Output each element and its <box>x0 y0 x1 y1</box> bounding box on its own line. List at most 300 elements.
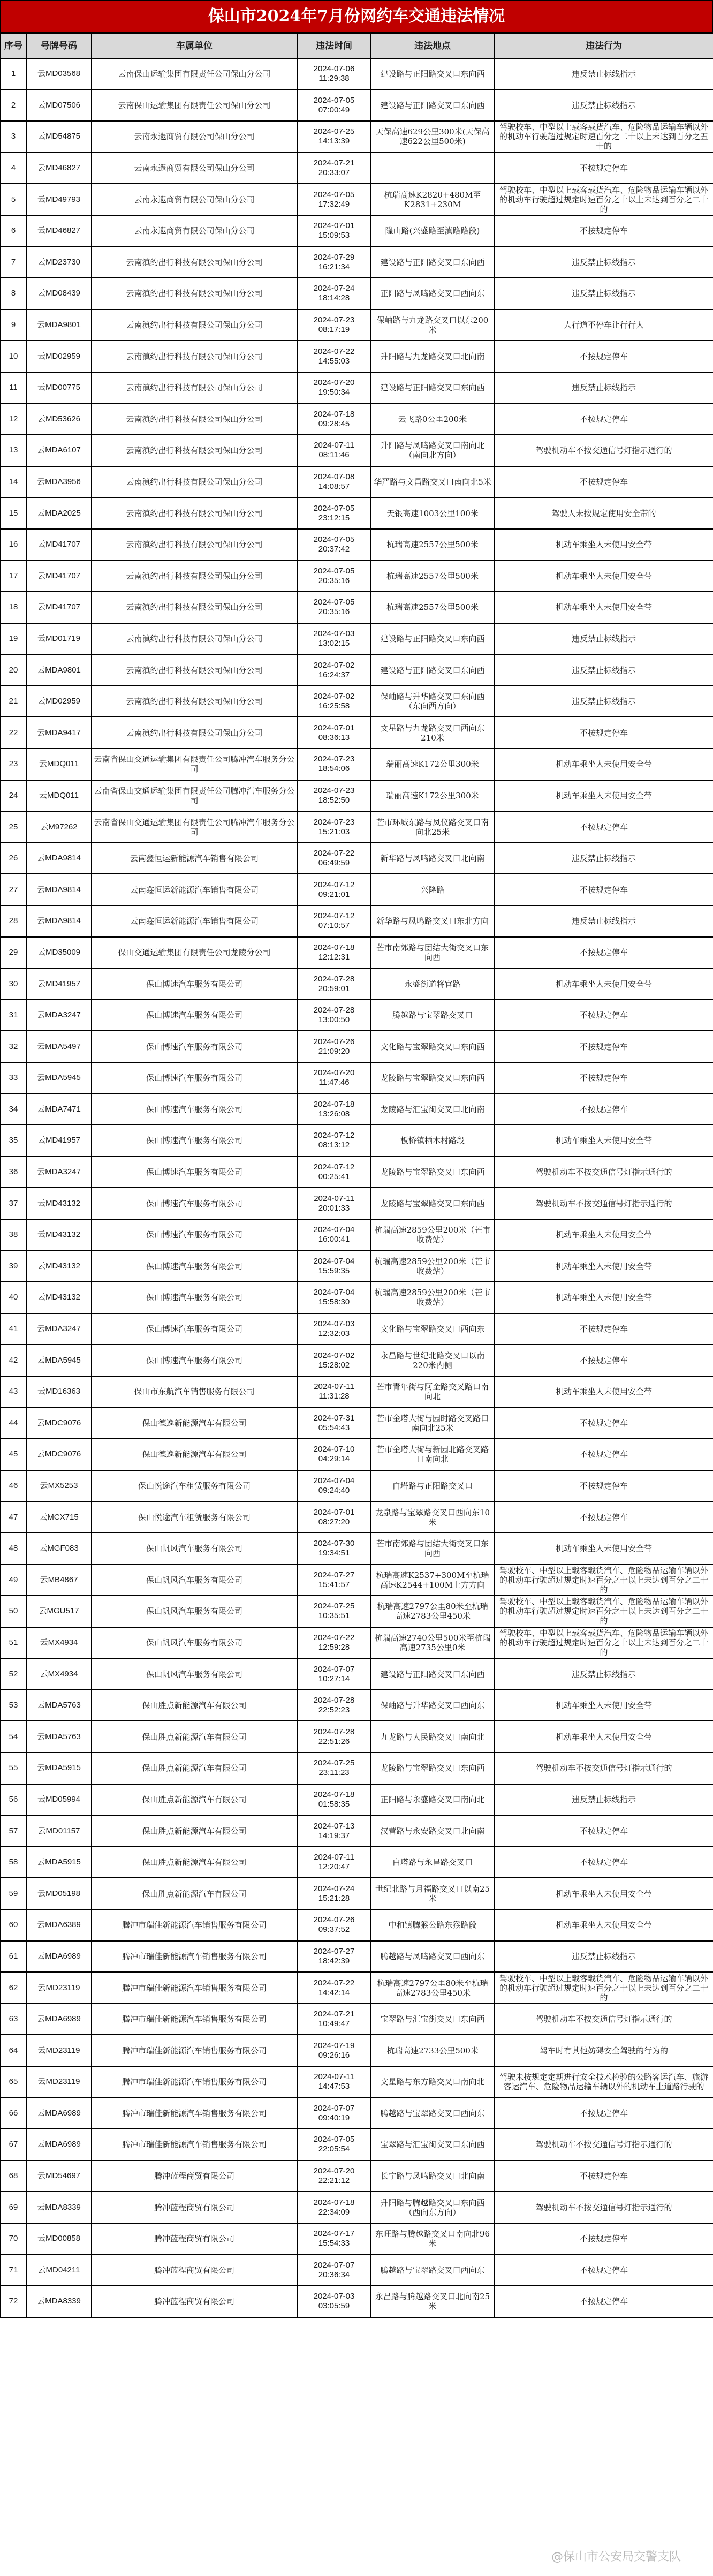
cell-plate: 云MDA3247 <box>26 1313 92 1345</box>
cell-time: 2024-07-18 09:28:45 <box>297 404 371 435</box>
cell-no: 70 <box>1 2223 26 2255</box>
cell-time: 2024-07-27 15:41:57 <box>297 1565 371 1596</box>
cell-plate: 云MDQ011 <box>26 749 92 780</box>
cell-no: 32 <box>1 1031 26 1062</box>
cell-place: 龙陵路与汇宝街交叉口北向南 <box>371 1094 494 1125</box>
cell-time: 2024-07-04 09:24:40 <box>297 1470 371 1502</box>
cell-time: 2024-07-07 09:40:19 <box>297 2098 371 2129</box>
cell-place: 文化路与宝翠路交叉口西向东 <box>371 1313 494 1345</box>
cell-place: 云飞路0公里200米 <box>371 404 494 435</box>
cell-no: 54 <box>1 1721 26 1752</box>
cell-plate: 云MDA7471 <box>26 1094 92 1125</box>
cell-place: 保岫路与升华路交叉口西向东 <box>371 1690 494 1721</box>
cell-no: 14 <box>1 466 26 498</box>
cell-time: 2024-07-08 14:08:57 <box>297 466 371 498</box>
cell-unit: 保山交通运输集团有限责任公司龙陵分公司 <box>92 937 297 969</box>
table-row <box>1 1062 713 1094</box>
cell-time: 2024-07-17 15:54:33 <box>297 2223 371 2255</box>
cell-plate: 云MDA6989 <box>26 2004 92 2035</box>
cell-place: 杭瑞高速2557公里500米 <box>371 561 494 592</box>
cell-place: 建设路与正阳路交叉口东向西 <box>371 58 494 90</box>
cell-time: 2024-07-04 15:59:35 <box>297 1251 371 1282</box>
cell-no: 30 <box>1 968 26 1000</box>
cell-unit: 保山博速汽车服务有限公司 <box>92 1282 297 1313</box>
cell-place: 正阳路与永盛路交叉口南向北 <box>371 1784 494 1816</box>
cell-plate: 云MX4934 <box>26 1658 92 1690</box>
cell-no: 37 <box>1 1188 26 1219</box>
cell-place: 芒市青年街与阿金路交叉路口南向北 <box>371 1376 494 1408</box>
cell-action: 驾驶校车、中型以上载客载货汽车、危险物品运输车辆以外的机动车行驶超过规定时速百分之十以上未达到百分之二十的 <box>494 1596 713 1627</box>
header-time: 违法时间 <box>297 34 371 58</box>
cell-no: 17 <box>1 561 26 592</box>
cell-plate: 云MDA6107 <box>26 435 92 466</box>
cell-place: 杭瑞高速2859公里200米（芒市收费站） <box>371 1251 494 1282</box>
cell-unit: 保山帆风汽车服务有限公司 <box>92 1596 297 1627</box>
cell-place <box>371 153 494 184</box>
table-row <box>1 592 713 623</box>
cell-time: 2024-07-12 07:10:57 <box>297 905 371 937</box>
cell-time: 2024-07-11 14:47:53 <box>297 2066 371 2098</box>
cell-unit: 保山帆风汽车服务有限公司 <box>92 1658 297 1690</box>
cell-plate: 云MDA2025 <box>26 497 92 529</box>
cell-plate: 云MD01719 <box>26 623 92 655</box>
table-row <box>1 1408 713 1439</box>
cell-plate: 云MD03568 <box>26 58 92 90</box>
cell-time: 2024-07-02 16:25:58 <box>297 686 371 717</box>
cell-plate: 云MDA5945 <box>26 1344 92 1376</box>
cell-place: 九龙路与人民路交叉口南向北 <box>371 1721 494 1752</box>
cell-place: 腾越路与宝翠路交叉口西向东 <box>371 2255 494 2286</box>
cell-plate: 云MD43132 <box>26 1251 92 1282</box>
cell-unit: 保山悦途汽车租赁服务有限公司 <box>92 1501 297 1533</box>
cell-time: 2024-07-18 12:12:31 <box>297 937 371 969</box>
cell-plate: 云MDA9814 <box>26 905 92 937</box>
table-row <box>1 1627 713 1659</box>
table-row <box>1 2066 713 2098</box>
cell-action: 驾驶机动车不按交通信号灯指示通行的 <box>494 1157 713 1188</box>
cell-time: 2024-07-23 15:21:03 <box>297 811 371 843</box>
cell-place: 文化路与宝翠路交叉口东向西 <box>371 1031 494 1062</box>
cell-action: 不按规定停车 <box>494 1815 713 1847</box>
cell-plate: 云MD08439 <box>26 278 92 309</box>
table-row <box>1 1847 713 1878</box>
cell-time: 2024-07-05 20:35:16 <box>297 561 371 592</box>
cell-no: 2 <box>1 90 26 122</box>
cell-action: 不按规定停车 <box>494 1408 713 1439</box>
cell-unit: 保山胜点新能源汽车有限公司 <box>92 1721 297 1752</box>
cell-time: 2024-07-26 21:09:20 <box>297 1031 371 1062</box>
table-row <box>1 1721 713 1752</box>
cell-plate: 云MD46827 <box>26 215 92 247</box>
table-row <box>1 1125 713 1157</box>
cell-time: 2024-07-23 18:52:50 <box>297 780 371 812</box>
cell-action: 驾驶校车、中型以上载客载货汽车、危险物品运输车辆以外的机动车行驶超过规定时速百分之十以上未达到百分之二十的 <box>494 184 713 215</box>
table-row <box>1 278 713 309</box>
cell-time: 2024-07-25 10:35:51 <box>297 1596 371 1627</box>
cell-no: 51 <box>1 1627 26 1659</box>
cell-action: 机动车乘坐人未使用安全带 <box>494 1251 713 1282</box>
cell-unit: 云南滇约出行科技有限公司保山分公司 <box>92 654 297 686</box>
table-row <box>1 843 713 874</box>
cell-time: 2024-07-18 22:34:09 <box>297 2192 371 2223</box>
cell-plate: 云MD43132 <box>26 1219 92 1251</box>
cell-unit: 腾冲市瑞佳新能源汽车销售服务有限公司 <box>92 2066 297 2098</box>
cell-no: 55 <box>1 1752 26 1784</box>
table-row <box>1 215 713 247</box>
table-row <box>1 1972 713 2004</box>
cell-no: 48 <box>1 1533 26 1565</box>
cell-place: 正阳路与凤鸣路交叉口西向东 <box>371 278 494 309</box>
cell-unit: 云南滇约出行科技有限公司保山分公司 <box>92 466 297 498</box>
cell-plate: 云MD23119 <box>26 2066 92 2098</box>
cell-place: 东旺路与腾越路交叉口南向北96米 <box>371 2223 494 2255</box>
cell-unit: 云南永遐商贸有限公司保山分公司 <box>92 215 297 247</box>
cell-no: 25 <box>1 811 26 843</box>
cell-plate: 云MD41707 <box>26 529 92 561</box>
cell-time: 2024-07-05 23:12:15 <box>297 497 371 529</box>
table-row <box>1 1376 713 1408</box>
cell-no: 10 <box>1 341 26 372</box>
cell-no: 29 <box>1 937 26 969</box>
cell-plate: 云MD05198 <box>26 1878 92 1909</box>
cell-unit: 保山悦途汽车租赁服务有限公司 <box>92 1470 297 1502</box>
cell-plate: 云MD41957 <box>26 968 92 1000</box>
cell-time: 2024-07-02 16:24:37 <box>297 654 371 686</box>
table-row <box>1 654 713 686</box>
table-row <box>1 1251 713 1282</box>
cell-unit: 云南滇约出行科技有限公司保山分公司 <box>92 529 297 561</box>
cell-time: 2024-07-21 10:49:47 <box>297 2004 371 2035</box>
cell-no: 39 <box>1 1251 26 1282</box>
cell-no: 57 <box>1 1815 26 1847</box>
cell-no: 35 <box>1 1125 26 1157</box>
table-row <box>1 1439 713 1470</box>
cell-place: 杭瑞高速2557公里500米 <box>371 592 494 623</box>
cell-no: 72 <box>1 2286 26 2317</box>
cell-place: 芒市环城东路与凤仪路交叉口南向北25米 <box>371 811 494 843</box>
table-row <box>1 372 713 404</box>
cell-no: 59 <box>1 1878 26 1909</box>
cell-place: 天银高速1003公里100米 <box>371 497 494 529</box>
cell-unit: 保山帆风汽车服务有限公司 <box>92 1565 297 1596</box>
cell-plate: 云M97262 <box>26 811 92 843</box>
cell-action: 违反禁止标线指示 <box>494 372 713 404</box>
cell-action: 违反禁止标线指示 <box>494 905 713 937</box>
cell-no: 40 <box>1 1282 26 1313</box>
cell-no: 18 <box>1 592 26 623</box>
cell-no: 38 <box>1 1219 26 1251</box>
cell-action: 不按规定停车 <box>494 2098 713 2129</box>
cell-unit: 云南滇约出行科技有限公司保山分公司 <box>92 686 297 717</box>
cell-unit: 云南保山运输集团有限责任公司保山分公司 <box>92 90 297 122</box>
table-row <box>1 1470 713 1502</box>
cell-no: 7 <box>1 247 26 278</box>
cell-unit: 云南滇约出行科技有限公司保山分公司 <box>92 247 297 278</box>
page-title: 保山市2024年7月份网约车交通违法情况 <box>0 0 713 33</box>
cell-action: 机动车乘坐人未使用安全带 <box>494 592 713 623</box>
cell-no: 19 <box>1 623 26 655</box>
cell-unit: 云南滇约出行科技有限公司保山分公司 <box>92 561 297 592</box>
cell-plate: 云MDA5915 <box>26 1847 92 1878</box>
table-row <box>1 529 713 561</box>
cell-plate: 云MDA6989 <box>26 1941 92 1973</box>
cell-place: 新华路与凤鸣路交叉口北向南 <box>371 843 494 874</box>
cell-time: 2024-07-13 14:19:37 <box>297 1815 371 1847</box>
cell-time: 2024-07-05 22:05:54 <box>297 2129 371 2160</box>
cell-time: 2024-07-31 05:54:43 <box>297 1408 371 1439</box>
cell-no: 68 <box>1 2160 26 2192</box>
cell-time: 2024-07-20 22:21:12 <box>297 2160 371 2192</box>
cell-no: 3 <box>1 121 26 153</box>
cell-no: 21 <box>1 686 26 717</box>
table-row <box>1 1031 713 1062</box>
cell-time: 2024-07-05 17:32:49 <box>297 184 371 215</box>
cell-unit: 腾冲市瑞佳新能源汽车销售服务有限公司 <box>92 1972 297 2004</box>
cell-unit: 云南滇约出行科技有限公司保山分公司 <box>92 404 297 435</box>
cell-plate: 云MDA3247 <box>26 1000 92 1031</box>
cell-no: 41 <box>1 1313 26 1345</box>
cell-action: 驾驶校车、中型以上载客载货汽车、危险物品运输车辆以外的机动车行驶超过规定时速百分之十以上未达到百分之二十的 <box>494 1627 713 1659</box>
cell-time: 2024-07-28 13:00:50 <box>297 1000 371 1031</box>
table-row <box>1 2098 713 2129</box>
cell-place: 保岫路与升华路交叉口东向西（东向西方向） <box>371 686 494 717</box>
cell-place: 芒市金塔大街与园时路交叉路口南向北25米 <box>371 1408 494 1439</box>
cell-no: 1 <box>1 58 26 90</box>
cell-place: 隆山路(兴盛路至滇路路段) <box>371 215 494 247</box>
cell-action: 不按规定停车 <box>494 1313 713 1345</box>
table-row <box>1 811 713 843</box>
cell-plate: 云MGU517 <box>26 1596 92 1627</box>
cell-plate: 云MDA8339 <box>26 2286 92 2317</box>
violations-table <box>0 33 713 2318</box>
cell-place: 杭瑞高速2859公里200米（芒市收费站） <box>371 1282 494 1313</box>
cell-no: 44 <box>1 1408 26 1439</box>
cell-plate: 云MD02959 <box>26 341 92 372</box>
cell-no: 67 <box>1 2129 26 2160</box>
cell-action: 违反禁止标线指示 <box>494 843 713 874</box>
cell-plate: 云MD00858 <box>26 2223 92 2255</box>
cell-plate: 云MDA6989 <box>26 2129 92 2160</box>
cell-plate: 云MD41707 <box>26 561 92 592</box>
cell-no: 53 <box>1 1690 26 1721</box>
table-row <box>1 2129 713 2160</box>
cell-time: 2024-07-11 08:11:46 <box>297 435 371 466</box>
cell-plate: 云MD02959 <box>26 686 92 717</box>
cell-time: 2024-07-26 09:37:52 <box>297 1909 371 1941</box>
table-row <box>1 58 713 90</box>
table-row <box>1 1219 713 1251</box>
cell-no: 4 <box>1 153 26 184</box>
cell-unit: 腾冲市瑞佳新能源汽车销售服务有限公司 <box>92 2129 297 2160</box>
table-row <box>1 2223 713 2255</box>
cell-time: 2024-07-25 23:11:23 <box>297 1752 371 1784</box>
cell-action: 违反禁止标线指示 <box>494 90 713 122</box>
cell-unit: 保山博速汽车服务有限公司 <box>92 1313 297 1345</box>
cell-place: 龙陵路与宝翠路交叉口东向西 <box>371 1752 494 1784</box>
cell-place: 白塔路与永昌路交叉口 <box>371 1847 494 1878</box>
cell-action: 不按规定停车 <box>494 2286 713 2317</box>
cell-place: 世纪北路与月福路交叉口以南25米 <box>371 1878 494 1909</box>
watermark: @保山市公安局交警支队 <box>551 2550 681 2564</box>
cell-time: 2024-07-23 08:17:19 <box>297 309 371 341</box>
cell-unit: 腾冲蓝程商贸有限公司 <box>92 2255 297 2286</box>
cell-plate: 云MD23119 <box>26 2035 92 2066</box>
cell-plate: 云MDA3956 <box>26 466 92 498</box>
table-row <box>1 1533 713 1565</box>
cell-action: 机动车乘坐人未使用安全带 <box>494 529 713 561</box>
table-row <box>1 2160 713 2192</box>
cell-unit: 保山博速汽车服务有限公司 <box>92 968 297 1000</box>
table-row <box>1 1000 713 1031</box>
table-row <box>1 404 713 435</box>
cell-action: 机动车乘坐人未使用安全带 <box>494 1721 713 1752</box>
cell-place: 腾越路与凤鸣路交叉口西向东 <box>371 1941 494 1973</box>
cell-unit: 保山德逸新能源汽车有限公司 <box>92 1439 297 1470</box>
cell-place: 芒市南郊路与团结大街交叉口东向西 <box>371 937 494 969</box>
cell-action: 不按规定停车 <box>494 2160 713 2192</box>
cell-unit: 云南省保山交通运输集团有限责任公司腾冲汽车服务分公司 <box>92 780 297 812</box>
table-row <box>1 937 713 969</box>
cell-action: 机动车乘坐人未使用安全带 <box>494 561 713 592</box>
cell-plate: 云MD16363 <box>26 1376 92 1408</box>
cell-action: 不按规定停车 <box>494 404 713 435</box>
cell-plate: 云MD05994 <box>26 1784 92 1816</box>
cell-place: 文星路与东方路交叉口南向北 <box>371 2066 494 2098</box>
table-row <box>1 2035 713 2066</box>
cell-action: 违反禁止标线指示 <box>494 278 713 309</box>
cell-place: 龙泉路与宝翠路交叉口西向东10米 <box>371 1501 494 1533</box>
cell-plate: 云MD01157 <box>26 1815 92 1847</box>
cell-place: 升阳路与凤鸣路交叉口南向北（南向北方向） <box>371 435 494 466</box>
table-row <box>1 905 713 937</box>
cell-time: 2024-07-11 20:01:33 <box>297 1188 371 1219</box>
cell-time: 2024-07-18 01:58:35 <box>297 1784 371 1816</box>
cell-action: 违反禁止标线指示 <box>494 654 713 686</box>
cell-no: 52 <box>1 1658 26 1690</box>
cell-no: 61 <box>1 1941 26 1973</box>
cell-time: 2024-07-28 20:59:01 <box>297 968 371 1000</box>
cell-unit: 保山博速汽车服务有限公司 <box>92 1125 297 1157</box>
cell-plate: 云MDA9814 <box>26 843 92 874</box>
table-row <box>1 1815 713 1847</box>
cell-place: 永盛街道将官路 <box>371 968 494 1000</box>
cell-no: 34 <box>1 1094 26 1125</box>
cell-time: 2024-07-22 14:55:03 <box>297 341 371 372</box>
cell-place: 瑞丽高速K172公里300米 <box>371 749 494 780</box>
cell-time: 2024-07-10 04:29:14 <box>297 1439 371 1470</box>
cell-unit: 云南滇约出行科技有限公司保山分公司 <box>92 341 297 372</box>
cell-no: 8 <box>1 278 26 309</box>
cell-plate: 云MDA9801 <box>26 654 92 686</box>
cell-time: 2024-07-23 18:54:06 <box>297 749 371 780</box>
cell-place: 保岫路与九龙路交叉口以东200米 <box>371 309 494 341</box>
table-body <box>1 58 713 2317</box>
cell-plate: 云MD41707 <box>26 592 92 623</box>
table-header <box>1 34 713 58</box>
cell-unit: 保山博速汽车服务有限公司 <box>92 1000 297 1031</box>
cell-time: 2024-07-11 12:20:47 <box>297 1847 371 1878</box>
cell-place: 升阳路与九龙路交叉口北向南 <box>371 341 494 372</box>
header-action: 违法行为 <box>494 34 713 58</box>
cell-no: 60 <box>1 1909 26 1941</box>
cell-plate: 云MDA5497 <box>26 1031 92 1062</box>
cell-action: 不按规定停车 <box>494 1094 713 1125</box>
cell-time: 2024-07-19 09:26:16 <box>297 2035 371 2066</box>
cell-time: 2024-07-28 22:52:23 <box>297 1690 371 1721</box>
table-row <box>1 2286 713 2317</box>
cell-no: 22 <box>1 717 26 749</box>
cell-time: 2024-07-01 15:09:53 <box>297 215 371 247</box>
cell-action: 机动车乘坐人未使用安全带 <box>494 1533 713 1565</box>
cell-time: 2024-07-22 14:42:14 <box>297 1972 371 2004</box>
cell-plate: 云MDA9417 <box>26 717 92 749</box>
table-row <box>1 2255 713 2286</box>
cell-unit: 云南永遐商贸有限公司保山分公司 <box>92 184 297 215</box>
cell-unit: 云南省保山交通运输集团有限责任公司腾冲汽车服务分公司 <box>92 811 297 843</box>
cell-unit: 云南永遐商贸有限公司保山分公司 <box>92 153 297 184</box>
table-row <box>1 435 713 466</box>
cell-time: 2024-07-28 22:51:26 <box>297 1721 371 1752</box>
table-row <box>1 623 713 655</box>
cell-no: 15 <box>1 497 26 529</box>
cell-no: 13 <box>1 435 26 466</box>
cell-unit: 腾冲市瑞佳新能源汽车销售服务有限公司 <box>92 2035 297 2066</box>
cell-time: 2024-07-11 11:31:28 <box>297 1376 371 1408</box>
cell-action: 人行道不停车让行行人 <box>494 309 713 341</box>
cell-plate: 云MDA3247 <box>26 1157 92 1188</box>
cell-plate: 云MD49793 <box>26 184 92 215</box>
cell-place: 杭瑞高速2797公里80米至杭瑞高速2783公里450米 <box>371 1596 494 1627</box>
cell-place: 汉营路与永安路交叉口北向南 <box>371 1815 494 1847</box>
cell-place: 永昌路与世纪北路交叉口以南220米内侧 <box>371 1344 494 1376</box>
cell-time: 2024-07-24 15:21:28 <box>297 1878 371 1909</box>
cell-no: 46 <box>1 1470 26 1502</box>
cell-action: 不按规定停车 <box>494 937 713 969</box>
cell-time: 2024-07-04 16:00:41 <box>297 1219 371 1251</box>
cell-plate: 云MD35009 <box>26 937 92 969</box>
cell-place: 建设路与正阳路交叉口东向西 <box>371 623 494 655</box>
cell-place: 兴隆路 <box>371 874 494 905</box>
cell-action: 违反禁止标线指示 <box>494 686 713 717</box>
cell-no: 64 <box>1 2035 26 2066</box>
cell-action: 不按规定停车 <box>494 1470 713 1502</box>
cell-plate: 云MDA9814 <box>26 874 92 905</box>
cell-action: 不按规定停车 <box>494 153 713 184</box>
cell-action: 机动车乘坐人未使用安全带 <box>494 1690 713 1721</box>
cell-no: 62 <box>1 1972 26 2004</box>
cell-no: 6 <box>1 215 26 247</box>
cell-time: 2024-07-29 16:21:34 <box>297 247 371 278</box>
cell-unit: 云南滇约出行科技有限公司保山分公司 <box>92 623 297 655</box>
cell-unit: 保山博速汽车服务有限公司 <box>92 1031 297 1062</box>
cell-action: 不按规定停车 <box>494 811 713 843</box>
cell-action: 驾驶校车、中型以上载客载货汽车、危险物品运输车辆以外的机动车行驶超过规定时速百分之二十以上未达到百分之五十的 <box>494 121 713 153</box>
cell-time: 2024-07-05 07:00:49 <box>297 90 371 122</box>
cell-plate: 云MDA5915 <box>26 1752 92 1784</box>
header-plate: 号牌号码 <box>26 34 92 58</box>
table-row <box>1 1658 713 1690</box>
cell-unit: 腾冲蓝程商贸有限公司 <box>92 2223 297 2255</box>
cell-plate: 云MDA5763 <box>26 1690 92 1721</box>
cell-unit: 云南鑫恒运新能源汽车销售有限公司 <box>92 905 297 937</box>
cell-plate: 云MDQ011 <box>26 780 92 812</box>
cell-action: 机动车乘坐人未使用安全带 <box>494 780 713 812</box>
table-row <box>1 1784 713 1816</box>
table-row <box>1 717 713 749</box>
cell-no: 49 <box>1 1565 26 1596</box>
table-row <box>1 1909 713 1941</box>
table-row <box>1 466 713 498</box>
